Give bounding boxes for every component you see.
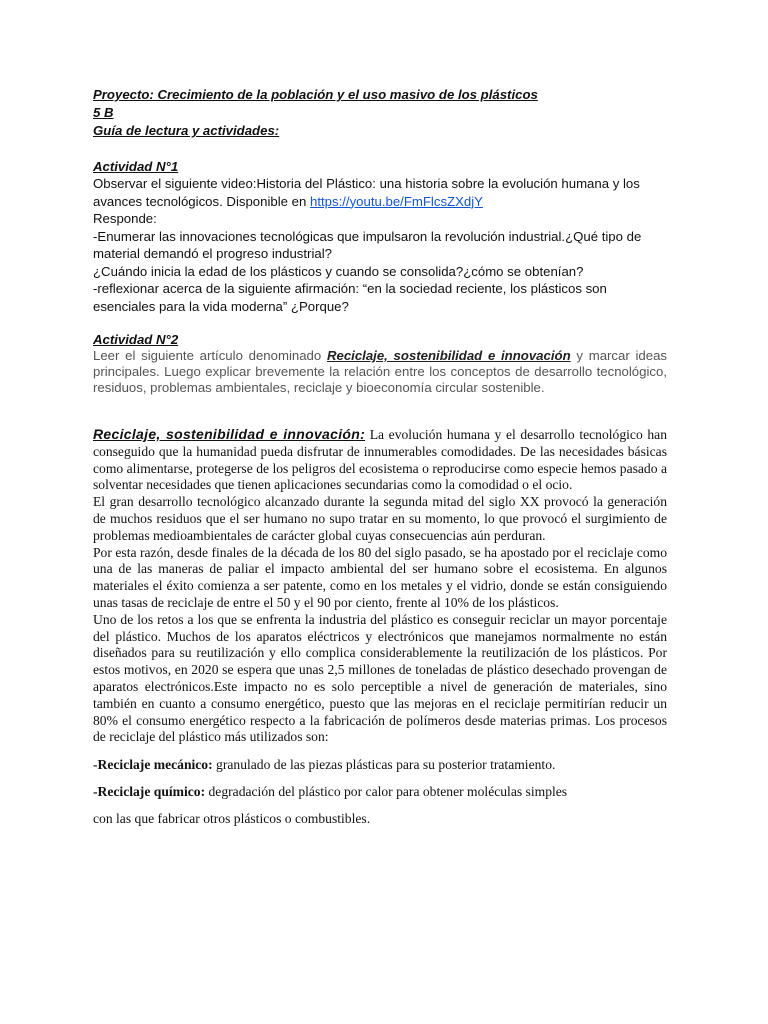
activity1-respond: Responde: xyxy=(93,211,157,226)
article xyxy=(93,426,667,827)
video-link[interactable]: https://youtu.be/FmFlcsZXdjY xyxy=(310,193,483,209)
activity2-text-before: Leer el siguiente artículo denominado xyxy=(93,348,327,363)
article-heading: Reciclaje, sostenibilidad e innovación: xyxy=(93,426,366,442)
item-mechanical-text: granulado de las piezas plásticas para su posterior tratamiento. xyxy=(212,757,556,773)
activity1-intro-text: Observar el siguiente video:Historia del Plástico: una historia sobre la evolución humana y los avances tecnológicos. Disponible en xyxy=(93,176,640,209)
document-page xyxy=(93,86,667,827)
recycling-item-continuation: con las que fabricar otros plásticos o combustibles. xyxy=(93,811,371,827)
activity2-text-after: y marcar ideas principales. Luego explicar brevemente la relación entre los conceptos de desarrollo tecnológico, residuos, problemas ambientales, reciclaje y bioeconomía circular sostenible. xyxy=(93,348,667,395)
project-title: Proyecto: Crecimiento de la población y el uso masivo de los plásticos xyxy=(93,87,538,102)
item-mechanical-label: -Reciclaje mecánico: xyxy=(93,757,213,773)
activity1-question-1: -Enumerar las innovaciones tecnológicas que impulsaron la revolución industrial.¿Qué tipo de material demandó el progreso industrial? xyxy=(93,228,642,261)
activity1-question-2: ¿Cuándo inicia la edad de los plásticos y cuando se consolida?¿cómo se obtenían? xyxy=(93,263,584,279)
activity1-title: Actividad N°1 xyxy=(93,159,179,174)
grade-label: 5 B xyxy=(93,105,114,120)
item-chemical-text: degradación del plástico por calor para obtener moléculas simples xyxy=(205,784,568,800)
recycling-item-mechanical xyxy=(93,756,667,773)
activity2-text xyxy=(93,348,667,396)
item-chemical-label: -Reciclaje químico: xyxy=(93,784,206,800)
article-paragraph-1 xyxy=(93,426,667,494)
activity1-question-3: -reflexionar acerca de la siguiente afirmación: “en la sociedad reciente, los plásticos son esenciales para la vida moderna” ¿Porque? xyxy=(93,281,607,314)
guide-title: Guía de lectura y actividades: xyxy=(93,123,280,138)
activity2-article-name: Reciclaje, sostenibilidad e innovación xyxy=(326,348,571,363)
article-paragraph-4: Uno de los retos a los que se enfrenta la industria del plástico es conseguir reciclar un mayor porcentaje del plástico. Muchos de los aparatos eléctricos y electrónicos que manejamos normalmente no están diseñados para su reutilización y ello complica considerablemente la reutilización de los plásticos. Por estos motivos, en 2020 se espera que unas 2,5 millones de toneladas de plástico desechado provengan de aparatos electrónicos.Este impacto no es solo perceptible a nivel de generación de materiales, sino también en cuanto a consumo energético, puesto que las mejoras en el reciclaje permitirían reducir un 80% el consumo energético respecto a la fabricación de polímeros desde materias primas. Los procesos de reciclaje del plástico más utilizados son: xyxy=(93,611,667,745)
recycling-item-chemical xyxy=(93,783,667,800)
activity1-intro xyxy=(93,175,667,210)
article-paragraph-3: Por esta razón, desde finales de la década de los 80 del siglo pasado, se ha apostado por el reciclaje como una de las maneras de paliar el impacto ambiental del ser humano sobre el ecosistema. En algunos materiales el éxito comienza a ser patente, como en los metales y el vidrio, donde se están consiguiendo unas tasas de reciclaje de entre el 50 y el 90 por ciento, frente al 10% de los plásticos. xyxy=(93,544,667,610)
article-p1-text: La evolución humana y el desarrollo tecnológico han conseguido que la humanidad pueda disfrutar de innumerables comodidades. De las necesidades básicas como alimentarse, protegerse de los peligros del ecosistema o reproducirse como especie hemos pasado a solventar necesidades que tienen aplicaciones secundarias como la comodidad o el ocio. xyxy=(93,427,667,493)
activity2-title: Actividad N°2 xyxy=(93,332,179,347)
article-paragraph-2: El gran desarrollo tecnológico alcanzado durante la segunda mitad del siglo XX provocó la generación de muchos residuos que el ser humano no supo tratar en su momento, lo que provocó el surgimiento de problemas medioambientales de carácter global cuyas consecuencias aún perduran. xyxy=(93,494,667,543)
